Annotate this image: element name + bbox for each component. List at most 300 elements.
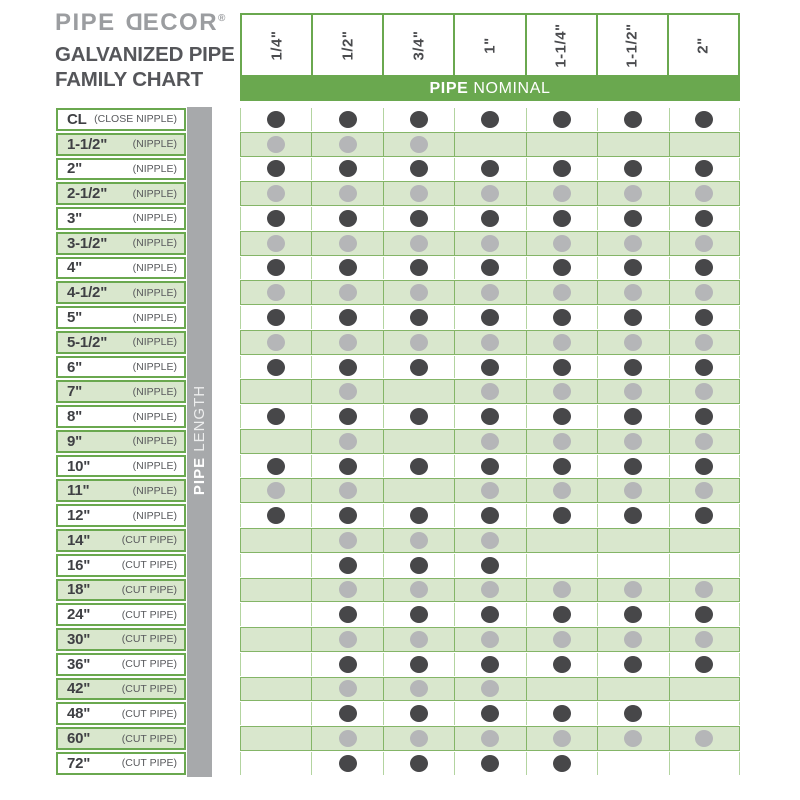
- availability-dot: [481, 458, 499, 475]
- availability-dot: [481, 185, 499, 202]
- availability-dot: [481, 111, 499, 128]
- matrix-cell: [240, 331, 311, 354]
- availability-dot: [267, 284, 285, 301]
- availability-dot: [339, 532, 357, 549]
- availability-dot: [339, 408, 357, 425]
- table-row: [0, 231, 800, 256]
- availability-dot: [553, 383, 571, 400]
- availability-dot: [339, 755, 357, 772]
- availability-dot: [410, 160, 428, 177]
- availability-dot: [553, 309, 571, 326]
- table-row: [0, 429, 800, 454]
- row-length-label: 5": [67, 309, 83, 326]
- matrix-cell: [383, 182, 454, 205]
- matrix-cell: [383, 504, 454, 527]
- matrix-cell: [526, 430, 597, 453]
- availability-dot: [267, 507, 285, 524]
- row-length-label: 2-1/2": [67, 185, 108, 203]
- row-cells: [240, 751, 740, 776]
- matrix-cell: [597, 752, 668, 775]
- matrix-cell: [669, 207, 740, 230]
- availability-dot: [267, 482, 285, 499]
- matrix-cell: [311, 257, 382, 280]
- matrix-cell: [383, 257, 454, 280]
- row-label-box: [56, 678, 186, 701]
- row-type-note: (CLOSE NIPPLE): [94, 113, 177, 126]
- matrix-cell: [240, 405, 311, 428]
- table-row: [0, 478, 800, 503]
- matrix-cell: [526, 504, 597, 527]
- availability-dot: [410, 210, 428, 227]
- availability-dot: [339, 433, 357, 450]
- matrix-cell: [383, 529, 454, 552]
- availability-dot: [553, 433, 571, 450]
- row-type-note: (NIPPLE): [132, 237, 177, 250]
- row-length-label: 11": [67, 482, 90, 500]
- matrix-cell: [454, 207, 525, 230]
- availability-dot: [624, 259, 642, 276]
- availability-dot: [695, 334, 713, 351]
- row-type-note: (CUT PIPE): [121, 559, 177, 572]
- matrix-cell: [669, 257, 740, 280]
- row-type-note: (NIPPLE): [132, 410, 177, 423]
- availability-dot: [267, 458, 285, 475]
- row-label-box: [56, 752, 186, 775]
- row-length-label: 6": [67, 358, 83, 376]
- availability-dot: [339, 656, 357, 673]
- column-header-label: 1-1/4": [552, 22, 570, 68]
- table-row: [0, 602, 800, 627]
- table-row: [0, 256, 800, 281]
- matrix-cell: [526, 182, 597, 205]
- matrix-cell: [526, 479, 597, 502]
- row-label-box: [56, 628, 186, 651]
- availability-dot: [624, 309, 642, 326]
- availability-dot: [553, 334, 571, 351]
- matrix-cell: [311, 554, 382, 577]
- row-label-box: [56, 529, 186, 552]
- brand-stylized-d: D: [123, 9, 143, 36]
- row-label-box: [56, 182, 186, 205]
- row-length-label: 7": [67, 383, 83, 401]
- row-cells: [240, 157, 740, 182]
- table-row: [0, 305, 800, 330]
- row-type-note: (CUT PIPE): [121, 732, 177, 745]
- chart-title-line2: FAMILY CHART: [55, 68, 203, 91]
- matrix-cell: [526, 133, 597, 156]
- availability-dot: [410, 259, 428, 276]
- matrix-cell: [454, 182, 525, 205]
- availability-dot: [481, 631, 499, 648]
- availability-dot: [553, 408, 571, 425]
- availability-dot: [695, 656, 713, 673]
- availability-dot: [624, 235, 642, 252]
- row-length-label: 1-1/2": [67, 135, 108, 153]
- row-length-label: 36": [67, 655, 91, 673]
- chart-title: [55, 42, 235, 92]
- matrix-cell: [526, 529, 597, 552]
- matrix-cell: [526, 331, 597, 354]
- matrix-cell: [526, 727, 597, 750]
- row-cells: [240, 231, 740, 256]
- availability-dot: [410, 705, 428, 722]
- row-label-box: [56, 158, 186, 181]
- availability-dot: [553, 185, 571, 202]
- matrix-cell: [311, 182, 382, 205]
- matrix-cell: [311, 158, 382, 181]
- row-cells: [240, 677, 740, 702]
- pipe-nominal-axis-bold: PIPE: [429, 80, 469, 97]
- row-label-box: [56, 108, 186, 131]
- row-type-note: (NIPPLE): [132, 212, 177, 225]
- matrix-cell: [454, 529, 525, 552]
- matrix-cell: [311, 405, 382, 428]
- column-header-label: 1/2": [339, 30, 357, 60]
- matrix-cell: [454, 430, 525, 453]
- row-type-note: (NIPPLE): [132, 484, 177, 497]
- availability-dot: [410, 631, 428, 648]
- matrix-cell: [240, 455, 311, 478]
- matrix-cell: [526, 628, 597, 651]
- matrix-cell: [383, 133, 454, 156]
- matrix-cell: [383, 702, 454, 725]
- matrix-cell: [454, 554, 525, 577]
- matrix-cell: [597, 108, 668, 131]
- matrix-cell: [240, 306, 311, 329]
- matrix-cell: [383, 108, 454, 131]
- availability-dot: [624, 111, 642, 128]
- column-header-label: 1-1/2": [623, 22, 641, 68]
- row-cells: [240, 404, 740, 429]
- matrix-cell: [669, 628, 740, 651]
- row-type-note: (CUT PIPE): [121, 707, 177, 720]
- matrix-cell: [669, 752, 740, 775]
- row-type-note: (NIPPLE): [132, 435, 177, 448]
- matrix-cell: [597, 380, 668, 403]
- row-type-note: (NIPPLE): [132, 286, 177, 299]
- matrix-cell: [597, 727, 668, 750]
- availability-dot: [553, 705, 571, 722]
- row-cells: [240, 454, 740, 479]
- matrix-cell: [526, 405, 597, 428]
- matrix-cell: [669, 331, 740, 354]
- matrix-cell: [240, 182, 311, 205]
- matrix-cell: [526, 380, 597, 403]
- availability-dot: [695, 408, 713, 425]
- matrix-cell: [597, 554, 668, 577]
- availability-dot: [410, 334, 428, 351]
- row-cells: [240, 256, 740, 281]
- matrix-cell: [669, 504, 740, 527]
- matrix-cell: [311, 281, 382, 304]
- matrix-cell: [383, 158, 454, 181]
- table-row: [0, 553, 800, 578]
- matrix-cell: [526, 207, 597, 230]
- availability-dot: [267, 111, 285, 128]
- availability-dot: [410, 581, 428, 598]
- availability-dot: [481, 235, 499, 252]
- column-header: [669, 15, 738, 75]
- matrix-cell: [454, 380, 525, 403]
- row-length-label: 16": [67, 556, 91, 574]
- availability-dot: [624, 507, 642, 524]
- matrix-cell: [597, 678, 668, 701]
- matrix-cell: [240, 554, 311, 577]
- matrix-cell: [526, 306, 597, 329]
- availability-dot: [695, 284, 713, 301]
- availability-dot: [624, 705, 642, 722]
- matrix-cell: [597, 455, 668, 478]
- availability-dot: [339, 482, 357, 499]
- availability-dot: [481, 359, 499, 376]
- matrix-cell: [669, 702, 740, 725]
- matrix-cell: [383, 727, 454, 750]
- matrix-cell: [669, 306, 740, 329]
- availability-dot: [339, 111, 357, 128]
- row-length-label: 30": [67, 630, 91, 648]
- availability-dot: [624, 458, 642, 475]
- availability-dot: [624, 408, 642, 425]
- availability-dot: [339, 235, 357, 252]
- table-row: [0, 578, 800, 603]
- matrix-cell: [669, 405, 740, 428]
- row-label-box: [56, 281, 186, 304]
- matrix-cell: [240, 479, 311, 502]
- matrix-cell: [383, 430, 454, 453]
- availability-dot: [481, 309, 499, 326]
- availability-dot: [481, 408, 499, 425]
- matrix-cell: [454, 281, 525, 304]
- row-length-label: 42": [67, 680, 91, 698]
- row-length-label: 3-1/2": [67, 234, 108, 252]
- matrix-cell: [240, 232, 311, 255]
- matrix-cell: [383, 405, 454, 428]
- matrix-cell: [669, 108, 740, 131]
- matrix-cell: [526, 702, 597, 725]
- row-length-label: 8": [67, 408, 83, 426]
- column-header-row: [240, 13, 740, 77]
- matrix-cell: [597, 306, 668, 329]
- matrix-cell: [240, 678, 311, 701]
- matrix-cell: [383, 306, 454, 329]
- table-row: [0, 107, 800, 132]
- availability-dot: [481, 507, 499, 524]
- matrix-cell: [669, 479, 740, 502]
- matrix-cell: [454, 331, 525, 354]
- matrix-cell: [597, 579, 668, 602]
- row-cells: [240, 280, 740, 305]
- row-type-note: (NIPPLE): [132, 361, 177, 374]
- matrix-cell: [526, 158, 597, 181]
- matrix-cell: [454, 727, 525, 750]
- table-row: [0, 751, 800, 776]
- row-cells: [240, 107, 740, 132]
- matrix-cell: [454, 133, 525, 156]
- row-label-box: [56, 232, 186, 255]
- table-row: [0, 726, 800, 751]
- row-length-label: 9": [67, 432, 83, 450]
- availability-dot: [339, 185, 357, 202]
- matrix-cell: [597, 158, 668, 181]
- matrix-cell: [669, 554, 740, 577]
- availability-dot: [695, 433, 713, 450]
- matrix-cell: [669, 727, 740, 750]
- pipe-nominal-axis-bar: [240, 77, 740, 101]
- column-header: [384, 15, 453, 75]
- pipe-length-axis-rest: LENGTH: [191, 384, 209, 452]
- matrix-cell: [454, 653, 525, 676]
- availability-dot: [553, 631, 571, 648]
- matrix-cell: [526, 653, 597, 676]
- availability-dot: [339, 606, 357, 623]
- row-length-label: 4-1/2": [67, 284, 108, 302]
- availability-dot: [624, 185, 642, 202]
- matrix-cell: [311, 628, 382, 651]
- row-type-note: (NIPPLE): [132, 187, 177, 200]
- availability-dot: [410, 309, 428, 326]
- matrix-cell: [454, 306, 525, 329]
- availability-dot: [695, 507, 713, 524]
- row-label-box: [56, 479, 186, 502]
- availability-dot: [410, 656, 428, 673]
- row-type-note: (NIPPLE): [132, 385, 177, 398]
- matrix-cell: [597, 653, 668, 676]
- availability-dot: [553, 359, 571, 376]
- availability-dot: [624, 606, 642, 623]
- row-cells: [240, 305, 740, 330]
- row-label-box: [56, 405, 186, 428]
- matrix-cell: [240, 380, 311, 403]
- matrix-cell: [597, 603, 668, 626]
- availability-dot: [267, 160, 285, 177]
- availability-dot: [410, 235, 428, 252]
- matrix-cell: [526, 281, 597, 304]
- matrix-cell: [311, 752, 382, 775]
- row-label-box: [56, 207, 186, 230]
- availability-dot: [339, 705, 357, 722]
- availability-dot: [553, 656, 571, 673]
- matrix-cell: [240, 529, 311, 552]
- table-row: [0, 627, 800, 652]
- availability-dot: [695, 160, 713, 177]
- row-cells: [240, 528, 740, 553]
- row-length-label: 72": [67, 754, 91, 772]
- matrix-cell: [383, 281, 454, 304]
- matrix-cell: [597, 479, 668, 502]
- matrix-cell: [311, 331, 382, 354]
- matrix-cell: [240, 702, 311, 725]
- chart-title-line1: GALVANIZED PIPE: [55, 43, 235, 66]
- matrix-cell: [597, 232, 668, 255]
- availability-dot: [553, 581, 571, 598]
- matrix-cell: [240, 158, 311, 181]
- row-label-box: [56, 727, 186, 750]
- matrix-cell: [526, 678, 597, 701]
- row-length-label: 12": [67, 507, 91, 525]
- availability-dot: [339, 309, 357, 326]
- matrix-cell: [597, 430, 668, 453]
- availability-dot: [410, 284, 428, 301]
- availability-dot: [553, 259, 571, 276]
- availability-dot: [624, 656, 642, 673]
- matrix-cell: [311, 678, 382, 701]
- availability-dot: [695, 210, 713, 227]
- availability-dot: [481, 705, 499, 722]
- matrix-cell: [669, 281, 740, 304]
- column-header: [242, 15, 311, 75]
- availability-dot: [553, 111, 571, 128]
- availability-dot: [410, 557, 428, 574]
- row-cells: [240, 701, 740, 726]
- availability-dot: [339, 160, 357, 177]
- availability-dot: [624, 334, 642, 351]
- matrix-cell: [311, 306, 382, 329]
- table-row: [0, 503, 800, 528]
- matrix-cell: [526, 257, 597, 280]
- column-header: [455, 15, 524, 75]
- availability-dot: [481, 210, 499, 227]
- matrix-cell: [597, 504, 668, 527]
- availability-dot: [553, 210, 571, 227]
- matrix-rows: [0, 107, 800, 776]
- matrix-cell: [669, 133, 740, 156]
- table-row: [0, 181, 800, 206]
- availability-dot: [695, 359, 713, 376]
- matrix-cell: [383, 752, 454, 775]
- matrix-cell: [454, 158, 525, 181]
- column-header-label: 2": [694, 36, 712, 54]
- availability-dot: [695, 730, 713, 747]
- availability-dot: [339, 259, 357, 276]
- availability-dot: [481, 532, 499, 549]
- availability-dot: [267, 136, 285, 153]
- row-label-box: [56, 603, 186, 626]
- pipe-length-axis-bold: PIPE: [191, 456, 209, 495]
- availability-dot: [339, 557, 357, 574]
- column-header: [313, 15, 382, 75]
- row-length-label: 5-1/2": [67, 333, 108, 351]
- availability-dot: [339, 581, 357, 598]
- table-row: [0, 652, 800, 677]
- row-cells: [240, 330, 740, 355]
- availability-dot: [410, 136, 428, 153]
- row-cells: [240, 478, 740, 503]
- availability-dot: [695, 309, 713, 326]
- matrix-cell: [454, 257, 525, 280]
- matrix-cell: [669, 182, 740, 205]
- column-header-label: 3/4": [410, 30, 428, 60]
- availability-dot: [553, 284, 571, 301]
- matrix-cell: [240, 430, 311, 453]
- matrix-cell: [311, 455, 382, 478]
- row-label-box: [56, 257, 186, 280]
- matrix-cell: [669, 579, 740, 602]
- availability-dot: [410, 680, 428, 697]
- column-header: [527, 15, 596, 75]
- matrix-cell: [311, 702, 382, 725]
- row-cells: [240, 627, 740, 652]
- availability-dot: [267, 235, 285, 252]
- availability-dot: [267, 259, 285, 276]
- row-label-box: [56, 306, 186, 329]
- row-cells: [240, 355, 740, 380]
- row-type-note: (NIPPLE): [132, 460, 177, 473]
- availability-dot: [695, 631, 713, 648]
- matrix-cell: [240, 504, 311, 527]
- matrix-cell: [669, 529, 740, 552]
- row-type-note: (CUT PIPE): [121, 658, 177, 671]
- matrix-cell: [311, 603, 382, 626]
